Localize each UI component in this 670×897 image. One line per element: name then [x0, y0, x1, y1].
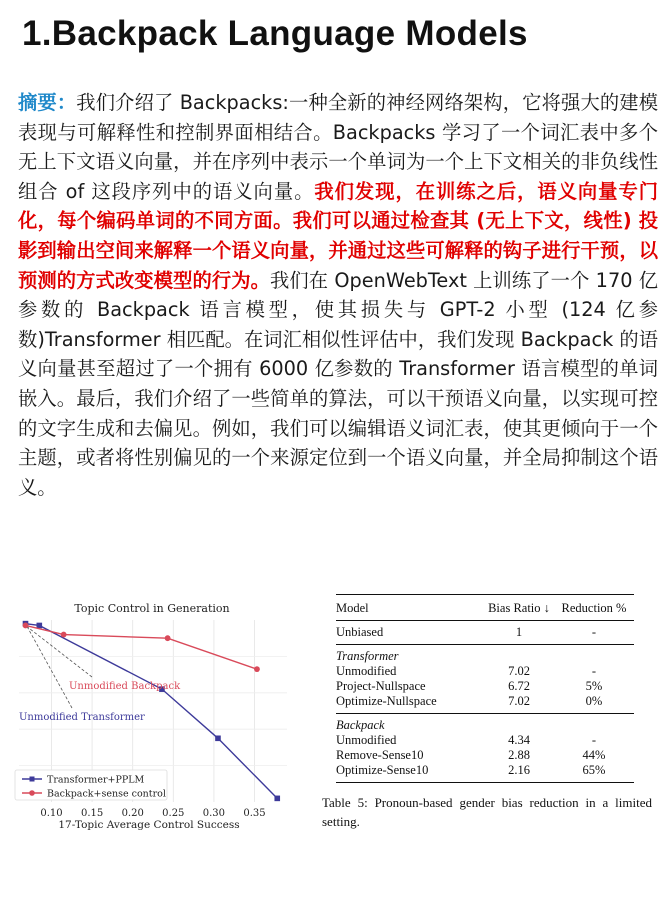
table-row	[336, 621, 634, 645]
chart-point-backpack-sense	[23, 623, 29, 629]
abstract-text-intro: 我们介绍了 Backpacks:一种全新的神经网络架构，它将强大的建模表现与可解释性和控制界面相结合。Backpacks 学习了一个词汇表中多个无上下文语义向量，并在序列中表示一个单词为一个上下文相关的非负线性组合 of 这段序列中的语义向量。	[18, 91, 659, 203]
table-cell-reduction: -	[591, 664, 597, 678]
chart-x-tick-label: 0.35	[243, 808, 266, 819]
legend-marker-transformer-pplm	[30, 777, 35, 782]
table-caption: Table 5: Pronoun-based gender bias reduction in a limited setting.	[322, 795, 652, 829]
table-header-reduction: Reduction %	[561, 601, 627, 615]
table-cell-model: Unmodified	[336, 664, 397, 678]
chart-point-backpack-sense	[254, 666, 260, 672]
table-cell-ratio: 2.16	[508, 763, 530, 777]
table-cell-ratio: 7.02	[508, 694, 530, 708]
bias-table	[336, 594, 634, 783]
table-cell-reduction: 65%	[582, 763, 606, 777]
table-row	[336, 679, 634, 694]
abstract-paragraph	[18, 88, 658, 502]
chart-annotation-unmodified-backpack: Unmodified Backpack	[69, 681, 181, 692]
table-header-row	[336, 595, 634, 621]
table-cell-reduction: 0%	[585, 694, 603, 708]
table-cell-ratio: 1	[515, 625, 523, 639]
table-cell-model: Remove-Sense10	[336, 748, 424, 762]
topic-control-chart	[12, 595, 292, 840]
legend-label-transformer-pplm: Transformer+PPLM	[47, 774, 145, 786]
table-cell-ratio: 6.72	[508, 679, 530, 693]
chart-point-transformer-pplm	[274, 796, 280, 802]
table-cell-model: Optimize-Sense10	[336, 763, 429, 777]
chart-annotation-unmodified-transformer: Unmodified Transformer	[19, 712, 145, 723]
chart-x-ticks	[40, 808, 265, 819]
table-group-row	[336, 714, 634, 734]
bias-table-container	[336, 594, 636, 783]
chart-x-tick-label: 0.30	[202, 808, 226, 819]
table-row	[336, 763, 634, 783]
chart-x-tick-label: 0.20	[121, 808, 144, 819]
table-cell-reduction: -	[591, 625, 597, 639]
table-cell-reduction: 5%	[585, 679, 603, 693]
table-row	[336, 664, 634, 679]
legend-label-backpack-sense: Backpack+sense control	[47, 788, 166, 800]
table-cell-model: Unmodified	[336, 733, 397, 747]
page-title: 1.Backpack Language Models	[22, 14, 528, 53]
chart-point-transformer-pplm	[37, 623, 43, 629]
table-row	[336, 748, 634, 763]
chart-title: Topic Control in Generation	[74, 602, 230, 615]
table-cell-model: Optimize-Nullspace	[336, 694, 437, 708]
abstract-label: 摘要：	[18, 91, 77, 114]
chart-point-backpack-sense	[61, 632, 67, 638]
table-group-label: Transformer	[336, 649, 399, 663]
table-header-model: Model	[336, 601, 369, 615]
table-cell-ratio: 2.88	[508, 748, 530, 762]
chart-x-tick-label: 0.15	[80, 808, 104, 819]
table-group-row	[336, 645, 634, 665]
table-cell-ratio: 4.34	[508, 733, 530, 747]
table-group-label: Backpack	[336, 718, 385, 732]
table-cell-model: Project-Nullspace	[336, 679, 426, 693]
chart-point-backpack-sense	[165, 635, 171, 641]
table-cell-ratio: 7.02	[508, 664, 530, 678]
chart-x-tick-label: 0.10	[40, 808, 63, 819]
table-cell-model: Unbiased	[336, 625, 384, 639]
chart-legend	[15, 770, 167, 800]
chart-point-transformer-pplm	[215, 736, 221, 742]
table-row	[336, 733, 634, 748]
table-cell-reduction: 44%	[582, 748, 606, 762]
chart-x-axis-label: 17-Topic Average Control Success	[58, 819, 240, 831]
abstract-text-results: 我们在 OpenWebText 上训练了一个 170 亿参数的 Backpack 语言模型，使其损失与 GPT-2 小型 (124 亿参数)Transformer 相匹配。在词汇相似性评估中，我们发现 Backpack 的语义向量甚至超过了一个拥有 6000 亿参数的 Transformer 语言模型的单词嵌入。最后，我们介绍了一些简单的算法，可以干预语义向量，以实现可控的文字生成和去偏见。例如，我们可以编辑语义词汇表，使其更倾向于一个主题，或者将性别偏见的一个来源定位到一个语义向量，并全局抑制这个语义。	[18, 268, 658, 499]
table-cell-reduction: -	[591, 733, 597, 747]
table-header-bias-ratio: Bias Ratio ↓	[488, 601, 550, 615]
legend-marker-backpack-sense	[29, 790, 35, 796]
chart-x-tick-label: 0.25	[162, 808, 185, 819]
table-row	[336, 694, 634, 714]
abstract-text-highlight: 我们发现，在训练之后，语义向量专门化，每个编码单词的不同方面。我们可以通过检查其 (无上下文，线性) 投影到输出空间来解释一个语义向量，并通过这些可解释的钩子进行干预，以预测的方式改变模型的行为。	[18, 179, 659, 292]
